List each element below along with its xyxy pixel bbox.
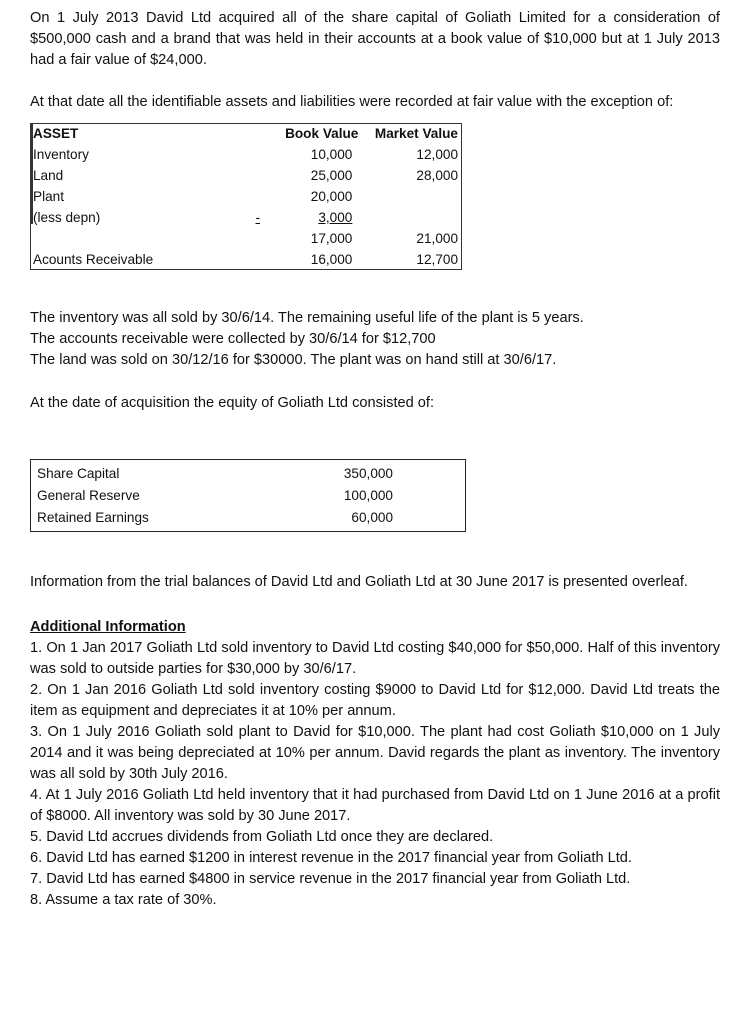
- equity-label: Share Capital: [37, 466, 120, 481]
- market-value-header: Market Value: [374, 126, 458, 141]
- market-value: 28,000: [416, 168, 458, 183]
- equity-value: 350,000: [343, 466, 393, 481]
- row-label: (less depn): [33, 210, 101, 225]
- book-value: 16,000: [310, 252, 353, 267]
- equity-table: [30, 459, 466, 532]
- table-row: [30, 249, 462, 270]
- equity-label: Retained Earnings: [37, 510, 149, 525]
- equity-intro: At the date of acquisition the equity of Goliath Ltd consisted of:: [30, 395, 435, 411]
- minus-sign: -: [255, 210, 261, 225]
- table-row: [30, 207, 462, 228]
- equity-value: 100,000: [343, 488, 393, 503]
- row-label: Inventory: [33, 147, 89, 162]
- intro-paragraph-1: On 1 July 2013 David Ltd acquired all of the share capital of Goliath Limited for a consideration of $500,000 cash and a brand that was held in their accounts at a book value of $10,000 but at 1 July 2013 had a fair value of $24,000.: [30, 10, 720, 68]
- book-value-header: Book Value: [285, 126, 359, 141]
- row-label: [30, 228, 254, 249]
- additional-info-heading: Additional Information: [30, 619, 186, 635]
- book-value: 17,000: [310, 231, 353, 246]
- list-item: 4. At 1 July 2016 Goliath Ltd held inventory that it had purchased from David Ltd on 1 June 2016 at a profit of $8000. All inventory was sold by 30 June 2017.: [30, 787, 720, 824]
- book-value: 10,000: [310, 147, 353, 162]
- book-value: 20,000: [310, 189, 353, 204]
- row-label: Land: [33, 168, 64, 183]
- table-row: [30, 186, 462, 207]
- book-value: 25,000: [310, 168, 353, 183]
- info-paragraph: Information from the trial balances of David Ltd and Goliath Ltd at 30 June 2017 is presented overleaf.: [30, 574, 688, 590]
- book-value: 3,000: [318, 210, 353, 225]
- list-item: 1. On 1 Jan 2017 Goliath Ltd sold inventory to David Ltd costing $40,000 for $50,000. Half of this inventory was sold to outside parties for $30,000 by 30/6/17.: [30, 640, 720, 677]
- asset-table: [30, 123, 462, 270]
- equity-value: 60,000: [351, 510, 393, 525]
- document-page: [30, 8, 720, 911]
- note-line: The land was sold on 30/12/16 for $30000. The plant was on hand still at 30/6/17.: [30, 352, 557, 368]
- market-value: [360, 186, 462, 207]
- table-row: [37, 463, 465, 485]
- table-row: [37, 507, 465, 529]
- note-line: The accounts receivable were collected by 30/6/14 for $12,700: [30, 331, 436, 347]
- table-row: [37, 485, 465, 507]
- list-item: 3. On 1 July 2016 Goliath sold plant to David for $10,000. The plant had cost Goliath $10,000 on 1 July 2014 and it was being depreciated at 10% per annum. David regards the plant as inventory. The inventory was all sold by 30th July 2016.: [30, 724, 720, 782]
- market-value: [360, 207, 462, 228]
- asset-table-header-row: [30, 123, 462, 144]
- list-item: 7. David Ltd has earned $4800 in service revenue in the 2017 financial year from Goliath Ltd.: [30, 871, 631, 887]
- equity-label: General Reserve: [37, 488, 140, 503]
- list-item: 6. David Ltd has earned $1200 in interest revenue in the 2017 financial year from Goliath Ltd.: [30, 850, 632, 866]
- market-value: 21,000: [416, 231, 458, 246]
- market-value: 12,000: [416, 147, 458, 162]
- list-item: 2. On 1 Jan 2016 Goliath Ltd sold inventory costing $9000 to David Ltd for $12,000. David Ltd treats the item as equipment and depreciates it at 10% per annum.: [30, 682, 720, 719]
- notes-block: [30, 308, 720, 371]
- intro-paragraph-2: At that date all the identifiable assets and liabilities were recorded at fair value with the exception of:: [30, 94, 674, 110]
- additional-info-list: [30, 638, 720, 911]
- asset-header: ASSET: [33, 126, 79, 141]
- row-label: Plant: [33, 189, 64, 204]
- table-left-bar: [30, 123, 33, 224]
- list-item: 8. Assume a tax rate of 30%.: [30, 892, 217, 908]
- table-row: [30, 165, 462, 186]
- list-item: 5. David Ltd accrues dividends from Goliath Ltd once they are declared.: [30, 829, 494, 845]
- table-row: [30, 228, 462, 249]
- row-label: Acounts Receivable: [33, 252, 154, 267]
- table-row: [30, 144, 462, 165]
- note-line: The inventory was all sold by 30/6/14. The remaining useful life of the plant is 5 years.: [30, 310, 584, 326]
- market-value: 12,700: [416, 252, 458, 267]
